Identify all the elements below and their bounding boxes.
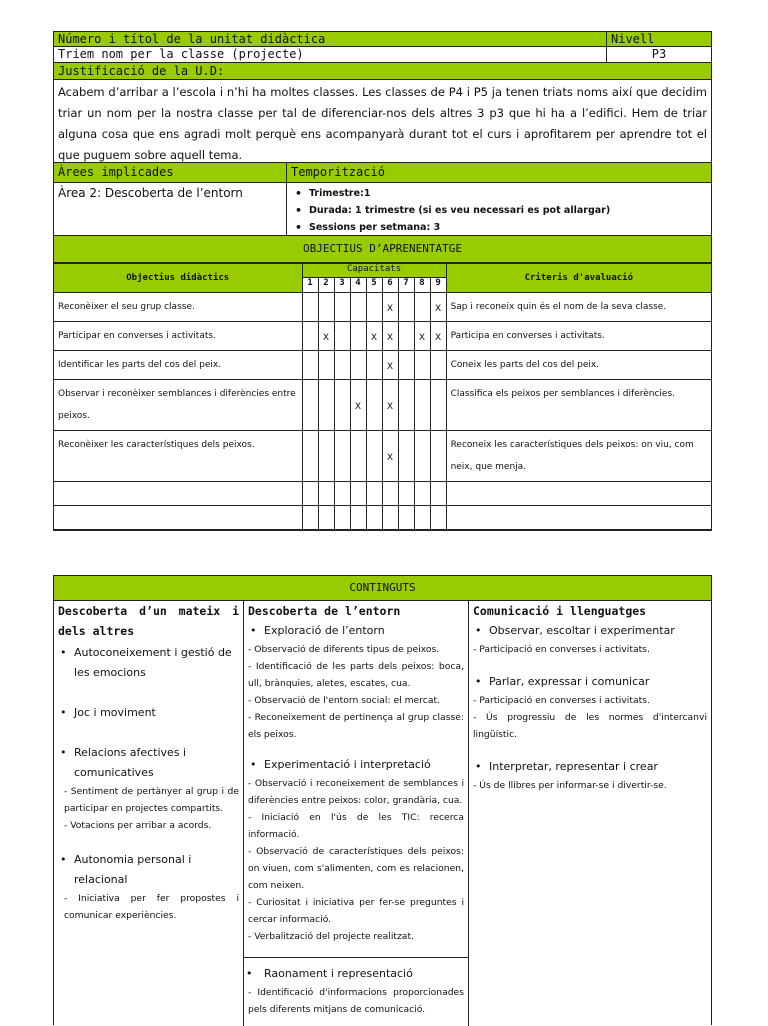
- col2-subitem: - Reconeixement de pertinença al grup classe: els peixos.: [248, 712, 464, 740]
- capacity-mark: [318, 351, 334, 380]
- capacity-mark: [302, 380, 318, 431]
- capacity-mark: [350, 506, 366, 530]
- capacity-mark: [334, 431, 350, 482]
- unit-info-table: [53, 31, 712, 531]
- capacity-mark: [334, 351, 350, 380]
- capacity-mark: [366, 293, 382, 322]
- capacity-mark: X: [350, 380, 366, 431]
- objective-text: [54, 506, 302, 530]
- capacity-mark: [318, 431, 334, 482]
- capacity-mark: [430, 431, 446, 482]
- capacity-mark: X: [430, 293, 446, 322]
- capacity-mark: [302, 431, 318, 482]
- capacity-mark: [334, 322, 350, 351]
- unit-title: Triem nom per la classe (projecte): [54, 47, 607, 62]
- objective-row: [54, 482, 711, 506]
- col-objectives-header: Objectius didàctics: [54, 264, 302, 293]
- capacity-mark: [414, 351, 430, 380]
- capacity-mark: [350, 351, 366, 380]
- capacity-mark: [318, 293, 334, 322]
- capacity-mark: X: [414, 322, 430, 351]
- capacity-mark: [350, 431, 366, 482]
- col-capacities-header: Capacitats: [302, 264, 446, 278]
- capacity-mark: [414, 431, 430, 482]
- criteria-text: Coneix les parts del cos del peix.: [446, 351, 711, 380]
- capacity-mark: [366, 351, 382, 380]
- col2-b2-list: [248, 775, 464, 945]
- objective-text: Reconèixer el seu grup classe.: [54, 293, 302, 322]
- capacity-mark: [302, 482, 318, 506]
- contents-table: [53, 575, 712, 1025]
- col2-subitem: - Observació de l'entorn social: el mercat.: [248, 695, 440, 706]
- capacity-mark: [398, 380, 414, 431]
- capacity-number: 5: [366, 278, 382, 293]
- capacity-mark: [366, 431, 382, 482]
- col3-subitem: - Ús de llibres per informar-se i divertir-se.: [473, 780, 667, 791]
- timing-item: • Sessions per setmana: 3: [309, 219, 707, 235]
- capacity-mark: [430, 351, 446, 380]
- capacity-mark: X: [382, 380, 398, 431]
- capacity-mark: [350, 322, 366, 351]
- level-label: Nivell: [611, 32, 655, 46]
- capacity-mark: [302, 351, 318, 380]
- col3-subitem: - Participació en converses i activitats.: [473, 644, 650, 655]
- contents-col-communication: [469, 601, 711, 1026]
- capacity-mark: [414, 506, 430, 530]
- capacity-mark: X: [366, 322, 382, 351]
- col2-subitem: - Identificació d'informacions proporcionades pels diferents mitjans de comunicació.: [248, 987, 464, 1015]
- capacity-mark: X: [382, 351, 398, 380]
- capacity-mark: X: [382, 322, 398, 351]
- capacity-number: 3: [334, 278, 350, 293]
- col2-b1-list: [248, 641, 464, 743]
- capacity-number: 4: [350, 278, 366, 293]
- capacity-number: 6: [382, 278, 398, 293]
- objective-text: Reconèixer les característiques dels peixos.: [54, 431, 302, 482]
- capacity-mark: X: [318, 322, 334, 351]
- capacity-mark: [414, 380, 430, 431]
- capacity-number: 2: [318, 278, 334, 293]
- criteria-text: [446, 506, 711, 530]
- justification-label: Justificació de la U.D:: [58, 64, 225, 78]
- timing-item: • Durada: 1 trimestre (si es veu necessari es pot allargar): [309, 202, 707, 219]
- unit-label: Número i títol de la unitat didàctica: [54, 32, 607, 46]
- col1-title: Descoberta d’un mateix i dels altres: [58, 604, 239, 638]
- col3-title: Comunicació i llenguatges: [473, 604, 647, 618]
- capacity-mark: [334, 293, 350, 322]
- capacity-mark: [366, 380, 382, 431]
- objective-row: [54, 322, 711, 351]
- level-value: P3: [651, 47, 667, 61]
- col1-subitem: - Sentiment de pertànyer al grup i de participar en projectes compartits.: [64, 786, 239, 814]
- contents-col-self: [54, 601, 244, 1026]
- capacity-mark: X: [430, 322, 446, 351]
- criteria-text: Reconeix les característiques dels peixos: on viu, com neix, que menja.: [446, 431, 711, 482]
- col-criteria-header: Criteris d'avaluació: [446, 264, 711, 293]
- col1-bullet: • Relacions afectives i comunicatives: [58, 743, 239, 783]
- capacity-mark: [382, 506, 398, 530]
- criteria-text: Classifica els peixos per semblances i diferències.: [446, 380, 711, 431]
- capacity-mark: [334, 482, 350, 506]
- col1-subitem: - Votacions per arribar a acords.: [64, 820, 212, 831]
- objective-row: [54, 293, 711, 322]
- objective-text: [54, 482, 302, 506]
- capacity-mark: [302, 506, 318, 530]
- timing-list: [291, 183, 707, 235]
- col3-bullet: • Parlar, expressar i comunicar: [473, 672, 707, 692]
- capacity-mark: [414, 482, 430, 506]
- capacity-mark: [318, 380, 334, 431]
- capacity-mark: [430, 506, 446, 530]
- objective-text: Identificar les parts del cos del peix.: [54, 351, 302, 380]
- objective-row: [54, 506, 711, 530]
- capacity-mark: [350, 293, 366, 322]
- capacity-mark: [398, 351, 414, 380]
- objective-text: Observar i reconèixer semblances i diferències entre peixos.: [54, 380, 302, 431]
- capacity-mark: [366, 506, 382, 530]
- capacity-mark: [366, 482, 382, 506]
- areas-label: Àrees implicades: [54, 163, 287, 182]
- justification-text: Acabem d’arribar a l’escola i n’hi ha moltes classes. Les classes de P4 i P5 ja tenen triats noms així que decidim triar un nom per la nostra classe per tal de diferenciar-nos dels altres 3 p3 que hi ha a l’edifici. Hem de triar alguna cosa que ens agradi molt perquè ens acompanyarà durant tot el curs i aprofitarem per aprendre tot el que puguem sobre aquell tema.: [58, 85, 707, 162]
- col3-bullet: • Observar, escoltar i experimentar: [473, 621, 707, 641]
- col1-bullet: • Joc i moviment: [58, 703, 239, 723]
- capacity-mark: [398, 293, 414, 322]
- capacity-mark: [398, 431, 414, 482]
- col2-subitem: - Curiositat i iniciativa per fer-se preguntes i cercar informació.: [248, 897, 464, 925]
- capacity-number: 9: [430, 278, 446, 293]
- objective-text: Participar en converses i activitats.: [54, 322, 302, 351]
- col2-subitem: - Observació de característiques dels peixos: on viuen, com s'alimenten, com es relacionen, com neixen.: [248, 846, 464, 891]
- timing-item: • Trimestre:1: [309, 185, 707, 202]
- col3-subitem: - Ús progressiu de les normes d'intercanvi lingüístic.: [473, 712, 707, 740]
- criteria-text: Sap i reconeix quin és el nom de la seva classe.: [446, 293, 711, 322]
- contents-col-environment: [244, 601, 469, 1026]
- col2-bullet: • Raonament i representació: [244, 957, 468, 984]
- capacity-mark: [398, 322, 414, 351]
- capacity-mark: [318, 482, 334, 506]
- capacity-mark: [430, 482, 446, 506]
- col2-subitem: - Observació de diferents tipus de peixos.: [248, 644, 440, 655]
- capacity-mark: [302, 322, 318, 351]
- col1-bullet: • Autoconeixement i gestió de les emocions: [58, 643, 239, 683]
- capacity-mark: [398, 482, 414, 506]
- capacity-mark: X: [382, 293, 398, 322]
- col2-title: Descoberta de l’entorn: [248, 604, 401, 618]
- objective-row: [54, 380, 711, 431]
- col2-subitem: - Iniciació en l'ús de les TIC: recerca informació.: [248, 812, 464, 840]
- objective-row: [54, 431, 711, 482]
- capacity-number: 8: [414, 278, 430, 293]
- capacity-mark: [414, 293, 430, 322]
- capacity-mark: [334, 506, 350, 530]
- col2-bullet: • Experimentació i interpretació: [248, 755, 464, 775]
- objective-row: [54, 351, 711, 380]
- capacity-mark: [398, 506, 414, 530]
- col2-subitem: - Identificació de les parts dels peixos: boca, ull, brànquies, aletes, escates, cua.: [248, 661, 464, 689]
- capacity-number: 1: [302, 278, 318, 293]
- objectives-title: OBJECTIUS D’APRENENTATGE: [303, 242, 462, 255]
- col3-subitem: - Participació en converses i activitats.: [473, 695, 650, 706]
- col1-bullet: • Autonomia personal i relacional: [58, 850, 239, 890]
- capacity-mark: [318, 506, 334, 530]
- area-value: Àrea 2: Descoberta de l’entorn: [54, 183, 287, 235]
- col2-subitem: - Verbalització del projecte realitzat.: [248, 931, 414, 942]
- col2-subitem: - Observació i reconeixement de semblances i diferències entre peixos: color, grandària, cua.: [248, 778, 464, 806]
- col3-bullet: • Interpretar, representar i crear: [473, 757, 707, 777]
- objectives-table: [54, 263, 711, 530]
- col2-bullet: • Exploració de l’entorn: [248, 621, 464, 641]
- criteria-text: Participa en converses i activitats.: [446, 322, 711, 351]
- capacity-mark: X: [382, 431, 398, 482]
- col1-subitem: - Iniciativa per fer propostes i comunicar experiències.: [64, 893, 239, 921]
- capacity-mark: [430, 380, 446, 431]
- capacity-mark: [382, 482, 398, 506]
- contents-title: CONTINGUTS: [54, 576, 711, 601]
- capacity-number: 7: [398, 278, 414, 293]
- timing-label: Temporització: [291, 165, 385, 179]
- capacity-mark: [334, 380, 350, 431]
- criteria-text: [446, 482, 711, 506]
- capacity-mark: [350, 482, 366, 506]
- capacity-mark: [302, 293, 318, 322]
